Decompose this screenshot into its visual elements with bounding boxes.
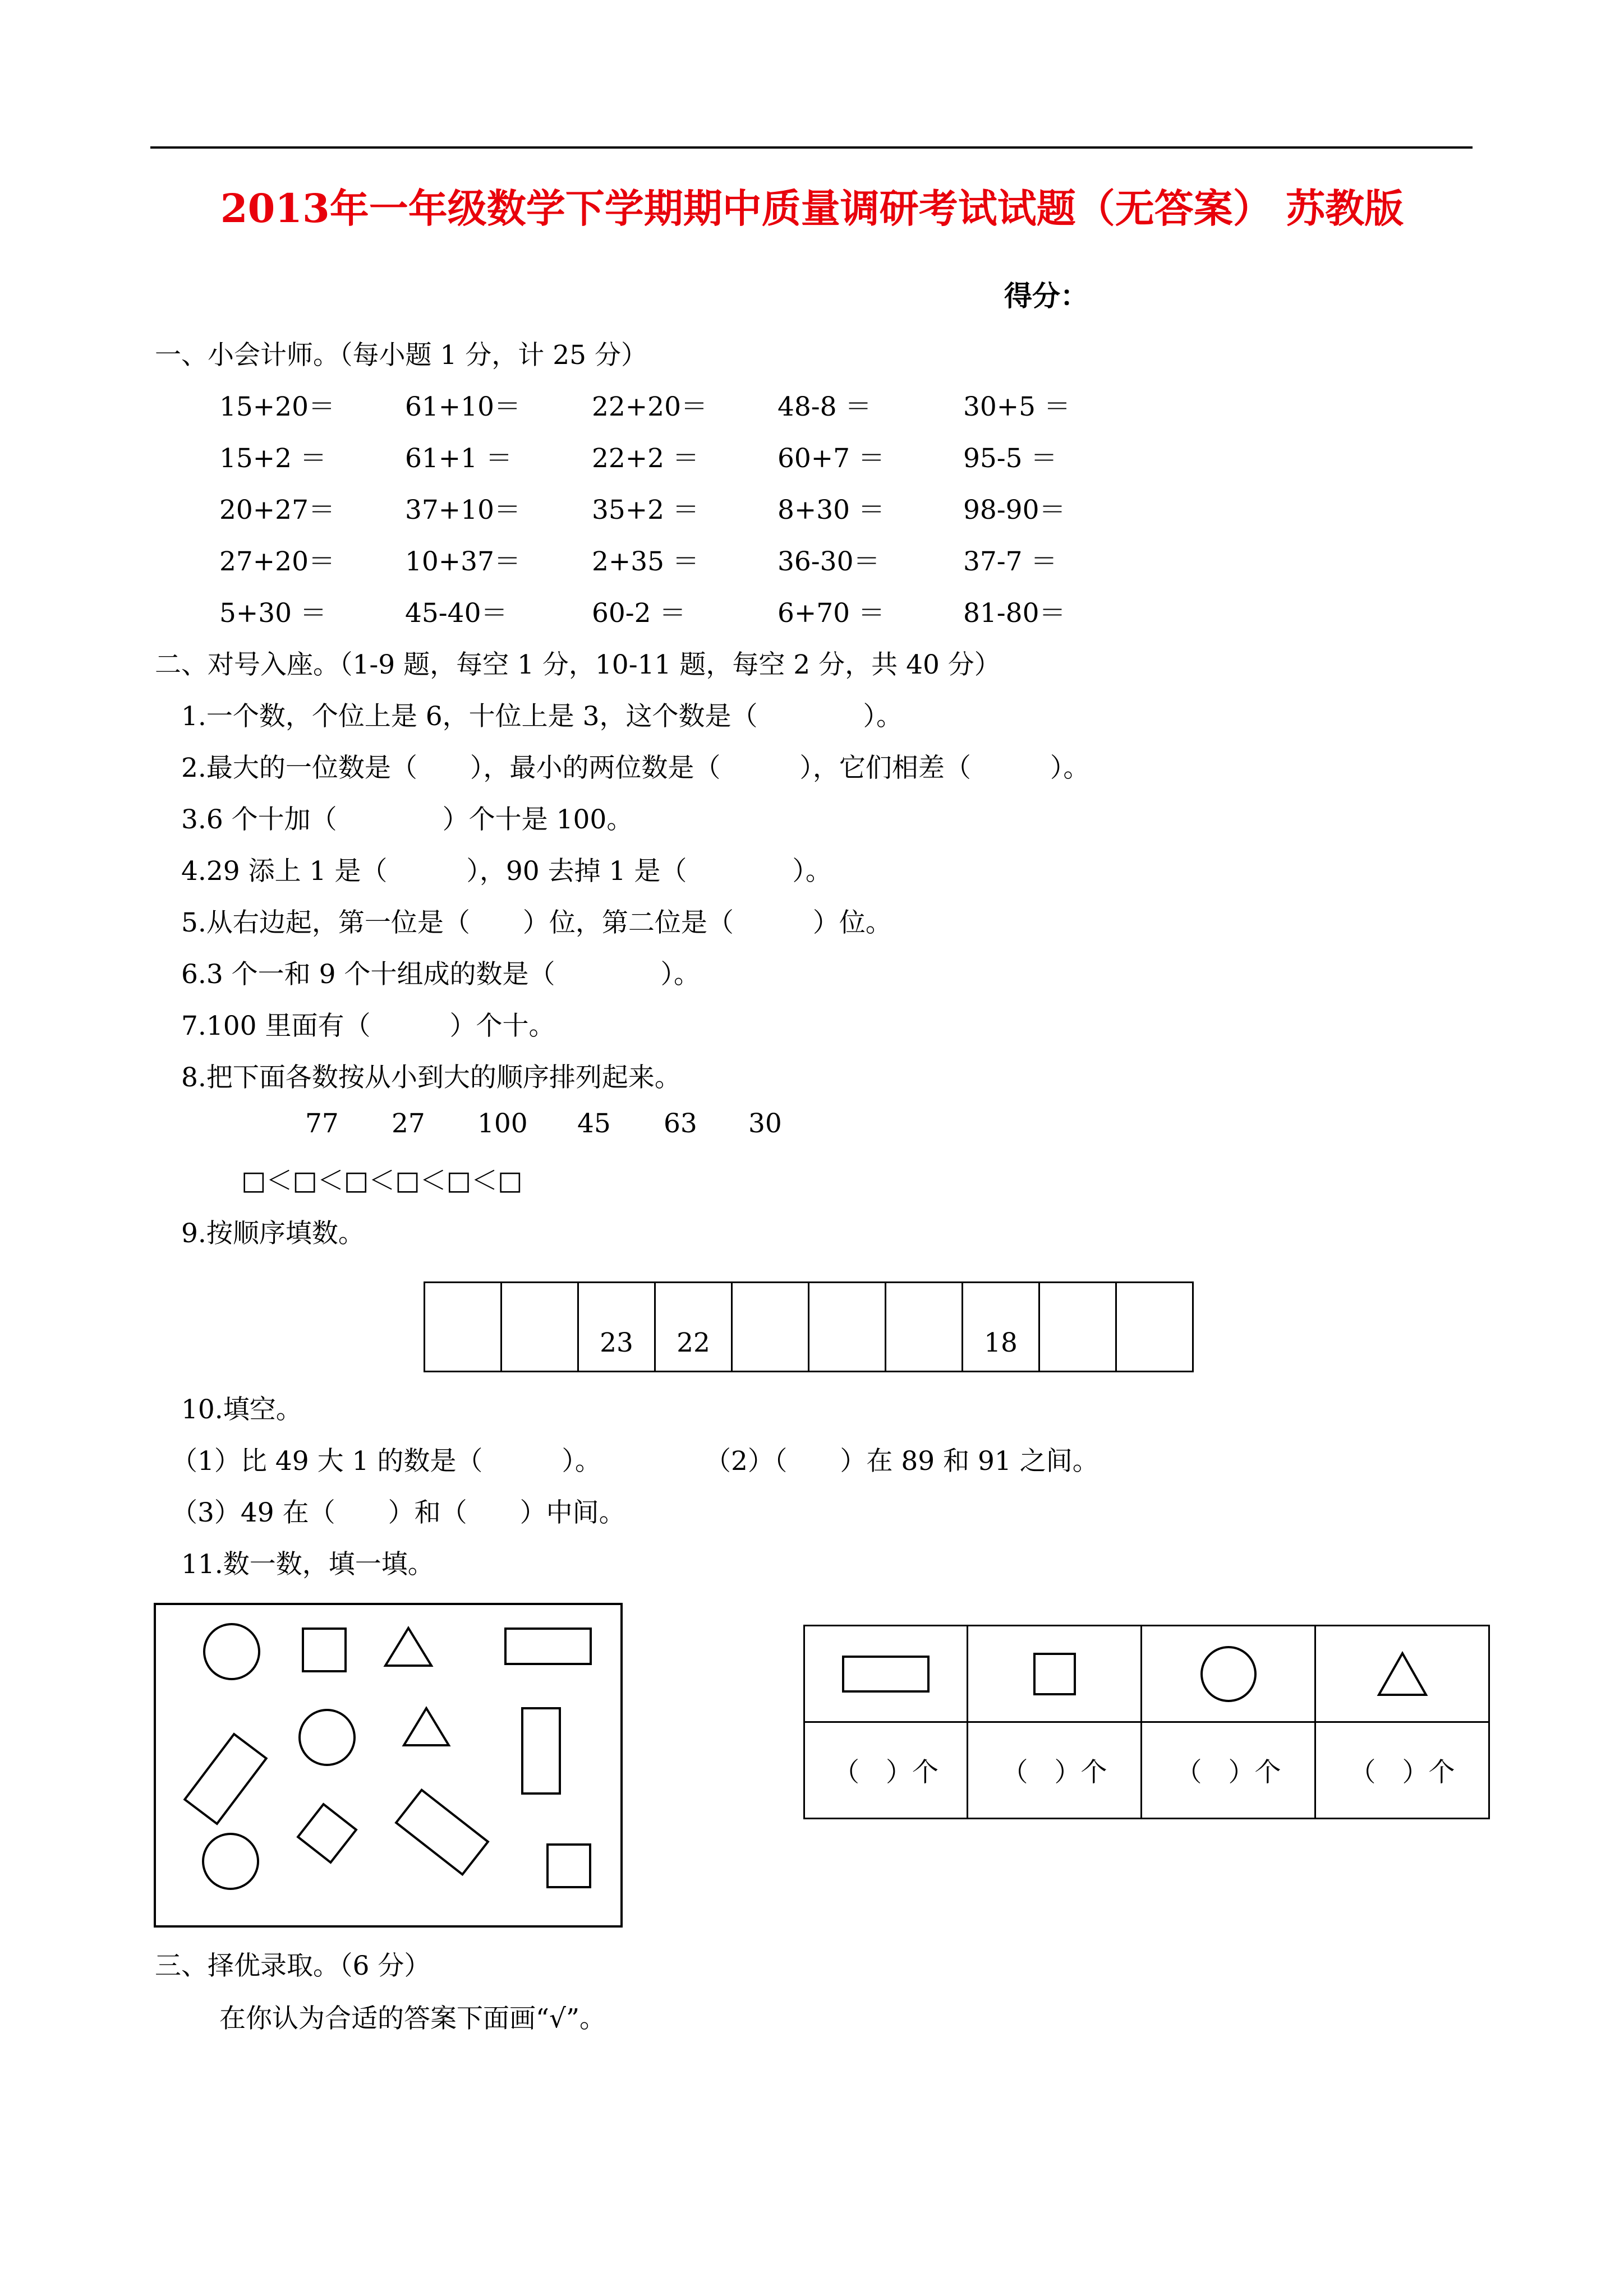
sequence-cell[interactable] — [732, 1283, 809, 1372]
q8-number: 100 — [477, 1108, 528, 1139]
calc-item: 35+2 ＝ — [592, 495, 700, 525]
calc-item: 98-90＝ — [963, 495, 1066, 525]
calc-item: 95-5 ＝ — [963, 443, 1057, 474]
calc-item: 30+5 ＝ — [963, 391, 1071, 422]
sequence-cell[interactable] — [1039, 1283, 1116, 1372]
question-10-1: （1）比 49 大 1 的数是（ ）。 — [171, 1446, 601, 1477]
triangle-shape — [385, 1628, 431, 1666]
count-answer-cell[interactable]: （ ）个 — [968, 1722, 1142, 1819]
rectangle-shape — [522, 1708, 560, 1794]
count-answer-cell[interactable]: （ ）个 — [1142, 1722, 1315, 1819]
rectangle-shape — [396, 1790, 488, 1875]
sequence-cell[interactable] — [425, 1283, 502, 1372]
calc-item: 45-40＝ — [405, 598, 508, 629]
q11-count-table — [803, 1625, 1490, 1819]
calc-item: 61+10＝ — [405, 391, 521, 422]
calc-item: 10+37＝ — [405, 546, 521, 577]
calc-item: 8+30 ＝ — [778, 495, 885, 525]
square-shape — [298, 1804, 356, 1862]
circle-shape — [203, 1834, 258, 1889]
sequence-cell: 23 — [578, 1283, 655, 1372]
count-header-rectangle — [804, 1626, 968, 1722]
sequence-cell[interactable] — [1116, 1283, 1193, 1372]
sequence-cell: 18 — [963, 1283, 1039, 1372]
calc-item: 61+1 ＝ — [405, 443, 513, 474]
calc-item: 20+27＝ — [219, 495, 335, 525]
rectangle-shape — [185, 1734, 266, 1824]
section1-heading: 一、小会计师。（每小题 1 分，计 25 分） — [155, 340, 647, 371]
question-11: 11.数一数，填一填。 — [181, 1549, 434, 1580]
calc-item: 60-2 ＝ — [592, 598, 686, 629]
question-3: 3.6 个十加（ ）个十是 100。 — [181, 804, 633, 835]
section3-instruction: 在你认为合适的答案下面画“√”。 — [219, 2003, 606, 2034]
q8-number: 77 — [305, 1108, 339, 1139]
calc-item: 27+20＝ — [219, 546, 335, 577]
count-header-circle — [1142, 1626, 1315, 1722]
sequence-cell[interactable] — [502, 1283, 578, 1372]
score-label: 得分： — [1004, 279, 1088, 312]
square-shape — [548, 1845, 590, 1887]
sequence-cell[interactable] — [886, 1283, 963, 1372]
square-icon — [1032, 1652, 1077, 1696]
q11-shapes-figure — [156, 1605, 620, 1925]
circle-shape — [300, 1710, 355, 1765]
calc-item: 36-30＝ — [778, 546, 880, 577]
question-9: 9.按顺序填数。 — [181, 1218, 365, 1249]
count-answer-cell[interactable]: （ ）个 — [1315, 1722, 1489, 1819]
calc-item: 60+7 ＝ — [778, 443, 885, 474]
calc-item: 6+70 ＝ — [778, 598, 885, 629]
rectangle-shape — [505, 1629, 591, 1664]
question-10: 10.填空。 — [181, 1394, 302, 1425]
calc-item: 48-8 ＝ — [778, 391, 872, 422]
count-header-triangle — [1315, 1626, 1489, 1722]
rectangle-icon — [841, 1654, 931, 1694]
question-5: 5.从右边起，第一位是（ ）位，第二位是（ ）位。 — [181, 907, 892, 938]
count-header-square — [968, 1626, 1142, 1722]
question-6: 6.3 个一和 9 个十组成的数是（ ）。 — [181, 959, 700, 990]
square-shape — [303, 1629, 346, 1671]
question-7: 7.100 里面有（ ）个十。 — [181, 1011, 555, 1041]
q8-answer-boxes[interactable]: □＜□＜□＜□＜□＜□ — [241, 1165, 523, 1196]
calc-item: 22+2 ＝ — [592, 443, 700, 474]
calc-item: 37-7 ＝ — [963, 546, 1057, 577]
calc-item: 2+35 ＝ — [592, 546, 700, 577]
question-2: 2.最大的一位数是（ ），最小的两位数是（ ），它们相差（ ）。 — [181, 753, 1090, 783]
q8-number: 63 — [664, 1108, 697, 1139]
triangle-icon — [1377, 1651, 1428, 1697]
triangle-shape — [404, 1708, 449, 1745]
circle-shape — [204, 1624, 259, 1679]
q8-number: 30 — [748, 1108, 782, 1139]
calc-item: 15+20＝ — [219, 391, 335, 422]
q8-number: 27 — [392, 1108, 425, 1139]
q8-number: 45 — [577, 1108, 611, 1139]
sequence-cell: 22 — [655, 1283, 732, 1372]
section3-heading: 三、择优录取。（6 分） — [155, 1951, 431, 1981]
calc-item: 22+20＝ — [592, 391, 707, 422]
calc-item: 37+10＝ — [405, 495, 521, 525]
q11-shapes-box — [154, 1603, 623, 1928]
calc-item: 81-80＝ — [963, 598, 1066, 629]
calc-item: 15+2 ＝ — [219, 443, 327, 474]
sequence-cell[interactable] — [809, 1283, 886, 1372]
top-rule — [150, 146, 1473, 149]
calc-item: 5+30 ＝ — [219, 598, 327, 629]
question-8: 8.把下面各数按从小到大的顺序排列起来。 — [181, 1062, 681, 1093]
question-10-3: （3）49 在（ ）和（ ）中间。 — [171, 1497, 625, 1528]
section2-heading: 二、对号入座。（1-9 题，每空 1 分，10-11 题，每空 2 分，共 40 分） — [155, 649, 1001, 680]
question-4: 4.29 添上 1 是（ ），90 去掉 1 是（ ）。 — [181, 856, 832, 887]
q9-sequence-table — [424, 1281, 1194, 1372]
circle-icon — [1199, 1645, 1258, 1703]
question-10-2: （2）（ ）在 89 和 91 之间。 — [705, 1446, 1099, 1477]
question-1: 1.一个数，个位上是 6，十位上是 3，这个数是（ ）。 — [181, 701, 903, 732]
page-title: 2013年一年级数学下学期期中质量调研考试试题（无答案） 苏教版 — [220, 185, 1404, 232]
count-answer-cell[interactable]: （ ）个 — [804, 1722, 968, 1819]
